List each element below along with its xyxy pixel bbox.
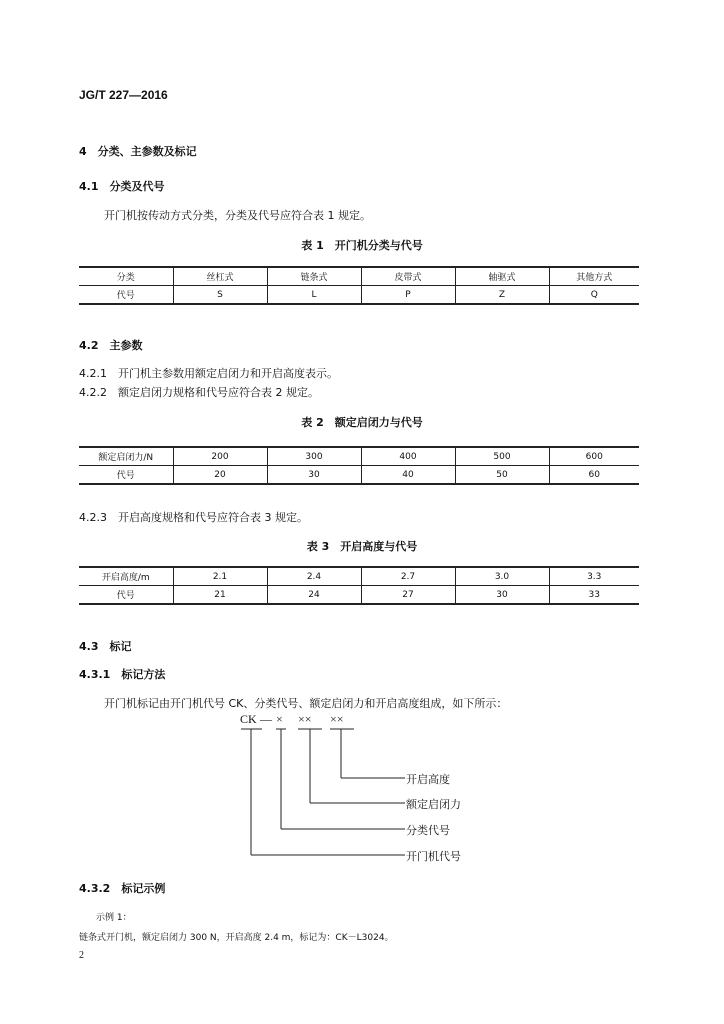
marking-diagram — [240, 712, 540, 872]
table-3-caption: 表 3 开启高度与代号 — [306, 540, 418, 553]
table-2-caption: 表 2 额定启闭力与代号 — [301, 416, 423, 429]
label-opening-height: 开启高度 — [406, 773, 450, 786]
section-4-3-title: 4.3 标记 — [79, 640, 132, 653]
table-cell: 200 — [173, 447, 267, 466]
table-cell: 开启高度/m — [79, 567, 173, 586]
code-force-placeholder: ×× — [298, 712, 312, 726]
table-cell: 分类 — [79, 267, 173, 286]
table-cell: 300 — [267, 447, 361, 466]
table-1 — [79, 266, 639, 305]
table-cell: 3.0 — [455, 567, 549, 586]
table-cell: 丝杠式 — [173, 267, 267, 286]
marking-leader-lines — [240, 712, 540, 872]
table-cell: 2.7 — [361, 567, 455, 586]
table-cell: 轴驱式 — [455, 267, 549, 286]
table-cell: L — [267, 286, 361, 305]
table-cell: 20 — [173, 466, 267, 485]
page-number: 2 — [79, 950, 84, 961]
table-cell: 400 — [361, 447, 455, 466]
table-row — [79, 286, 639, 305]
table-cell: Z — [455, 286, 549, 305]
section-4-2-title: 4.2 主参数 — [79, 339, 143, 352]
table-cell: 500 — [455, 447, 549, 466]
label-class-code: 分类代号 — [406, 824, 450, 837]
table-row — [79, 466, 639, 485]
label-machine-code: 开门机代号 — [406, 850, 461, 863]
section-4-3-2-title: 4.3.2 标记示例 — [79, 882, 166, 895]
table-cell: 链条式 — [267, 267, 361, 286]
table-cell: 33 — [549, 586, 639, 605]
table-1-caption: 表 1 开门机分类与代号 — [301, 239, 423, 252]
table-cell: 600 — [549, 447, 639, 466]
label-rated-force: 额定启闭力 — [406, 798, 461, 811]
table-cell: 3.3 — [549, 567, 639, 586]
table-3 — [79, 566, 639, 605]
table-cell: 代号 — [79, 286, 173, 305]
section-4-2-3-text: 4.2.3 开启高度规格和代号应符合表 3 规定。 — [79, 511, 308, 524]
table-2 — [79, 446, 639, 485]
table-row — [79, 586, 639, 605]
section-4-3-1-title: 4.3.1 标记方法 — [79, 668, 166, 681]
table-cell: 代号 — [79, 466, 173, 485]
table-row — [79, 447, 639, 466]
table-cell: 50 — [455, 466, 549, 485]
example-text: 链条式开门机，额定启闭力 300 N，开启高度 2.4 m，标记为：CK－L3024。 — [79, 933, 394, 943]
table-cell: 2.1 — [173, 567, 267, 586]
code-height-placeholder: ×× — [330, 712, 344, 726]
table-cell: 24 — [267, 586, 361, 605]
section-4-1-title: 4.1 分类及代号 — [79, 180, 165, 193]
table-cell: 21 — [173, 586, 267, 605]
code-class-placeholder: × — [276, 712, 283, 726]
table-cell: S — [173, 286, 267, 305]
table-cell: 额定启闭力/N — [79, 447, 173, 466]
table-cell: 30 — [455, 586, 549, 605]
table-cell: Q — [549, 286, 639, 305]
table-cell: 60 — [549, 466, 639, 485]
section-4-2-1-text: 4.2.1 开门机主参数用额定启闭力和开启高度表示。 — [79, 367, 338, 380]
code-dash: — — [260, 712, 272, 726]
section-4-1-text: 开门机按传动方式分类，分类及代号应符合表 1 规定。 — [104, 209, 371, 222]
section-4-2-2-text: 4.2.2 额定启闭力规格和代号应符合表 2 规定。 — [79, 386, 319, 399]
table-cell: 2.4 — [267, 567, 361, 586]
table-row — [79, 267, 639, 286]
section-4-3-1-text: 开门机标记由开门机代号 CK、分类代号、额定启闭力和开启高度组成，如下所示： — [104, 697, 508, 710]
table-row — [79, 567, 639, 586]
table-cell: 其他方式 — [549, 267, 639, 286]
table-cell: 代号 — [79, 586, 173, 605]
table-cell: 30 — [267, 466, 361, 485]
code-ck: CK — [240, 712, 257, 726]
table-cell: 40 — [361, 466, 455, 485]
table-cell: P — [361, 286, 455, 305]
standard-number: JG/T 227—2016 — [79, 88, 168, 102]
table-cell: 27 — [361, 586, 455, 605]
table-cell: 皮带式 — [361, 267, 455, 286]
example-title: 示例 1： — [96, 913, 132, 923]
section-4-title: 4 分类、主参数及标记 — [79, 145, 197, 158]
